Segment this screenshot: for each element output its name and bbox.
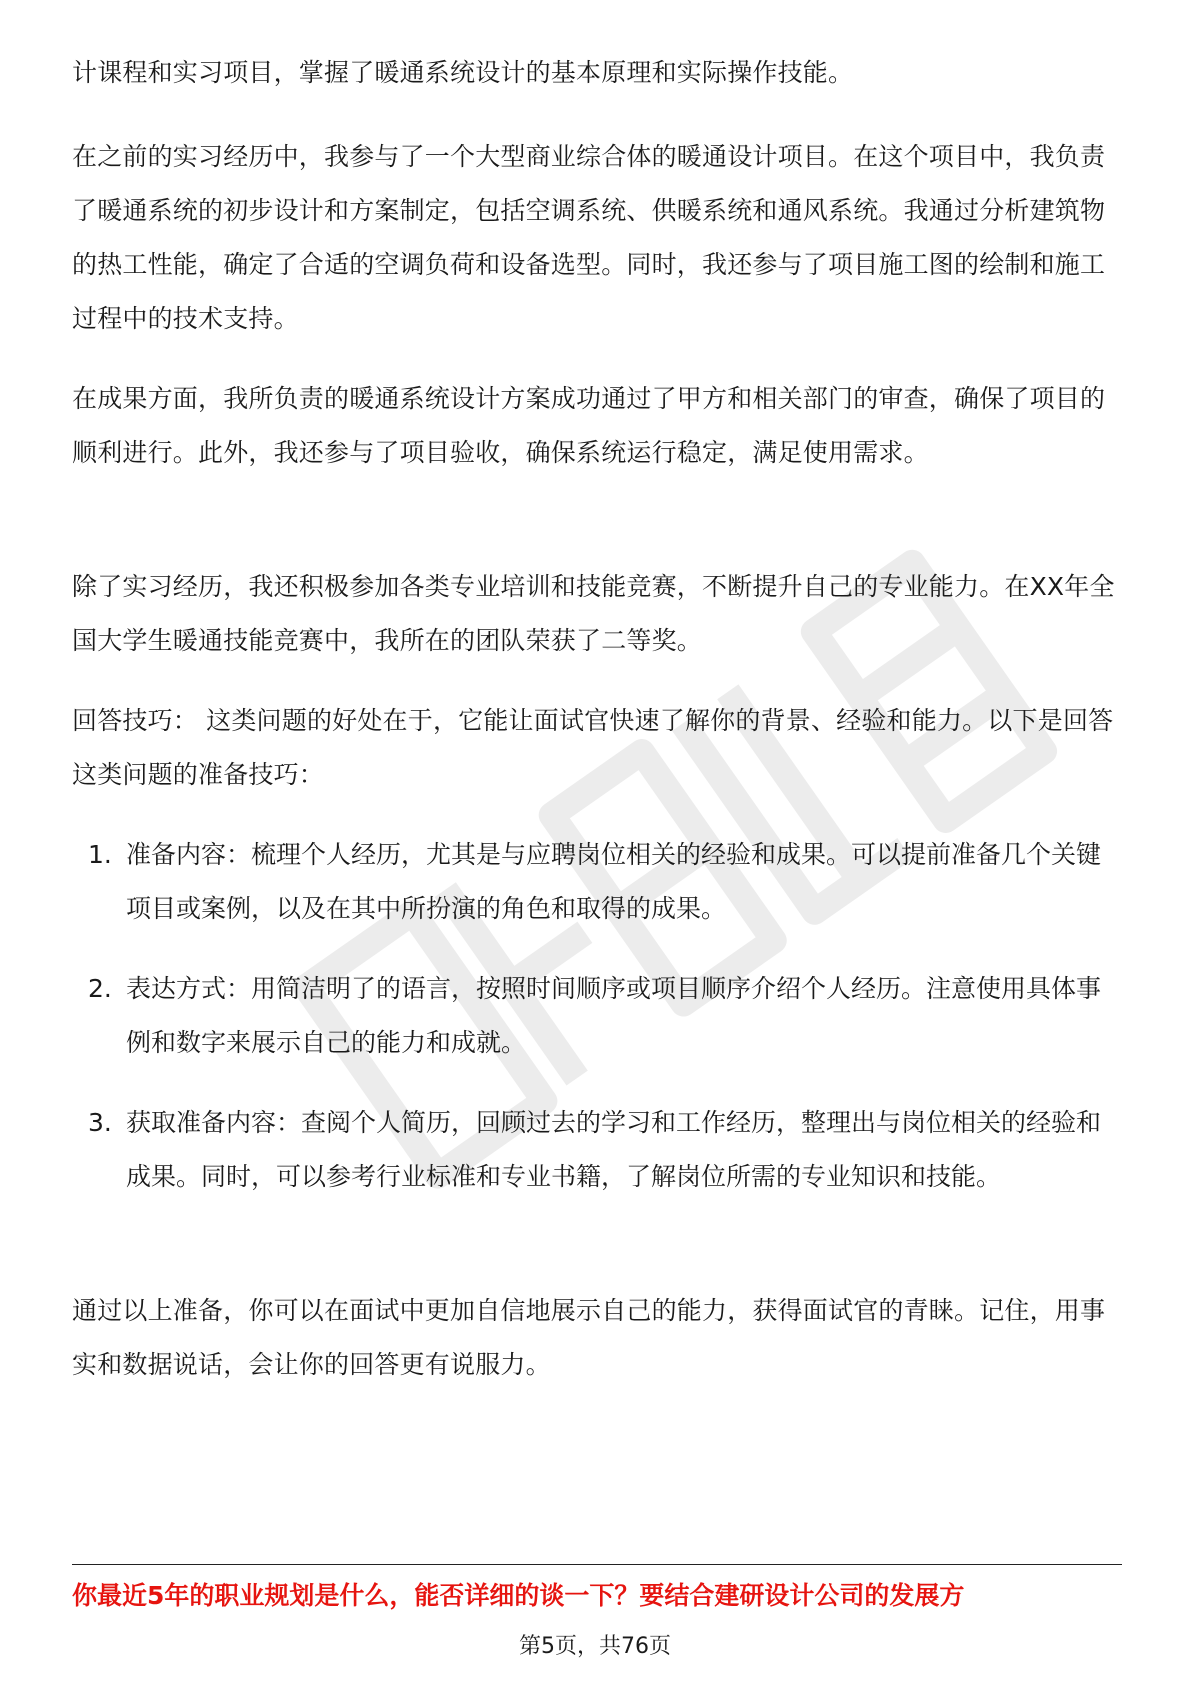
- list-text: 表达方式：用简洁明了的语言，按照时间顺序或项目顺序介绍个人经历。注意使用具体事例和数字来展示自己的能力和成就。: [126, 974, 1102, 1057]
- paragraph-competition: 除了实习经历，我还积极参加各类专业培训和技能竞赛，不断提升自己的专业能力。在XX年全国大学生暖通技能竞赛中，我所在的团队荣获了二等奖。: [72, 572, 1115, 655]
- page-footer: 第5页，共76页: [519, 1634, 671, 1659]
- next-question-heading: 你最近5年的职业规划是什么，能否详细的谈一下？要结合建研设计公司的发展方: [72, 1581, 965, 1610]
- paragraph-closing: 通过以上准备，你可以在面试中更加自信地展示自己的能力，获得面试官的青睐。记住，用事实和数据说话，会让你的回答更有说服力。: [72, 1296, 1106, 1379]
- list-number: 1.: [88, 840, 112, 869]
- list-text: 准备内容：梳理个人经历，尤其是与应聘岗位相关的经验和成果。可以提前准备几个关键项目或案例，以及在其中所扮演的角色和取得的成果。: [126, 840, 1102, 923]
- paragraph-intro-continued: 计课程和实习项目，掌握了暖通系统设计的基本原理和实际操作技能。: [72, 58, 854, 87]
- list-text: 获取准备内容：查阅个人简历，回顾过去的学习和工作经历，整理出与岗位相关的经验和成果。同时，可以参考行业标准和专业书籍，了解岗位所需的专业知识和技能。: [126, 1108, 1102, 1191]
- list-number: 3.: [88, 1108, 112, 1137]
- list-number: 2.: [88, 974, 112, 1003]
- paragraph-results: 在成果方面，我所负责的暖通系统设计方案成功通过了甲方和相关部门的审查，确保了项目的顺利进行。此外，我还参与了项目验收，确保系统运行稳定，满足使用需求。: [72, 384, 1106, 467]
- section-divider: [72, 1564, 1122, 1565]
- paragraph-internship: 在之前的实习经历中，我参与了一个大型商业综合体的暖通设计项目。在这个项目中，我负责了暖通系统的初步设计和方案制定，包括空调系统、供暖系统和通风系统。我通过分析建筑物的热工性能，确定了合适的空调负荷和设备选型。同时，我还参与了项目施工图的绘制和施工过程中的技术支持。: [72, 142, 1106, 333]
- paragraph-answer-tips: 回答技巧： 这类问题的好处在于，它能让面试官快速了解你的背景、经验和能力。以下是回答这类问题的准备技巧：: [72, 706, 1114, 789]
